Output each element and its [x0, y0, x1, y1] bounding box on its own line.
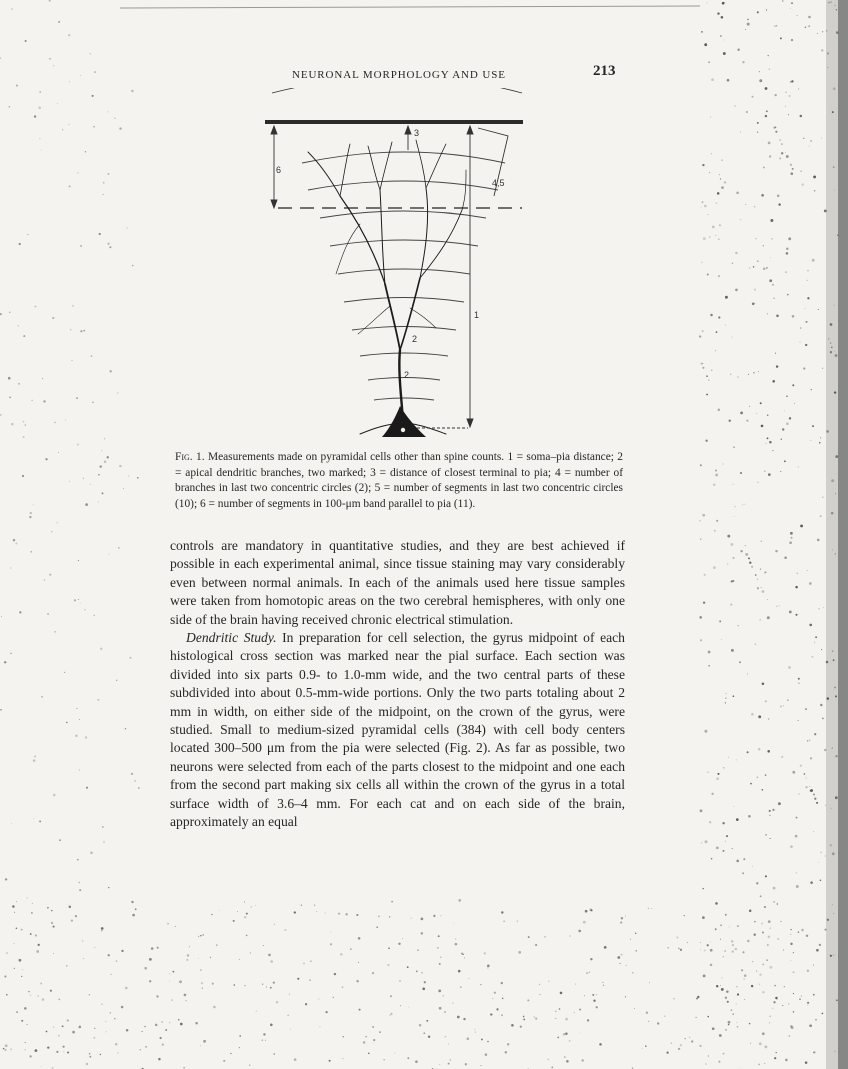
figure-label-2-lower: 2 [404, 370, 410, 380]
paragraph-text: In preparation for cell selection, the gyrus midpoint of each histological cross section was marked near the pial surface. Each section was divided into six parts 0.9- to 1.0-mm wide, and the two central parts of these subdivided into about 0.5-mm-wide portions. Only the two parts totaling about 2 mm in width, on either side of the midpoint, on the crown of the gyrus, were studied. Small to medium-sized pyramidal cells (384) with cell body centers located 300–500 μm from the pia were selected (Fig. 2). As far as possible, two neurons were selected from each of the parts closest to the midpoint and one each from the second part making six cells all within the crown of the gyrus in a total surface width of 3.6–4 mm. For each cat and on each side of the brain, approximately an equal [170, 630, 625, 830]
caption-label: Fig. 1. [175, 451, 205, 463]
running-head: NEURONAL MORPHOLOGY AND USE [292, 69, 506, 81]
figure-label-3: 3 [414, 128, 420, 138]
paragraph [170, 629, 625, 831]
page-number: 213 [593, 63, 616, 79]
figure-caption [175, 450, 623, 512]
soma [382, 406, 426, 437]
section-run-in-heading: Dendritic Study. [186, 630, 277, 646]
body-text [170, 537, 625, 832]
paragraph: controls are mandatory in quantitative studies, and they are best achieved if possible in each experimental animal, since tissue staining may vary considerably even between normal animals. In each of the animals used here tissue samples were taken from homotopic areas on the two cerebral hemispheres, with only one side of the brain having received chronic electrical stimulation. [170, 538, 625, 627]
figure-label-2-upper: 2 [412, 334, 418, 344]
pyramidal-cell-figure [260, 88, 530, 443]
pia-surface [265, 88, 523, 124]
figure-label-4-5: 4,5 [492, 178, 505, 188]
figure-label-1: 1 [474, 310, 480, 320]
measure-3 [405, 126, 411, 150]
concentric-circles [302, 152, 505, 400]
measure-1 [407, 126, 473, 428]
figure-label-6: 6 [276, 165, 282, 175]
dendritic-tree [308, 140, 466, 434]
caption-text: Measurements made on pyramidal cells other than spine counts. 1 = soma–pia distance; 2 = apical dendritic branches, two marked; 3 = distance of closest terminal to pia; 4 = number of branches in last two concentric circles (2); 5 = number of segments in last two concentric circles (10); 6 = number of segments in 100-μm band parallel to pia (11). [175, 451, 623, 510]
